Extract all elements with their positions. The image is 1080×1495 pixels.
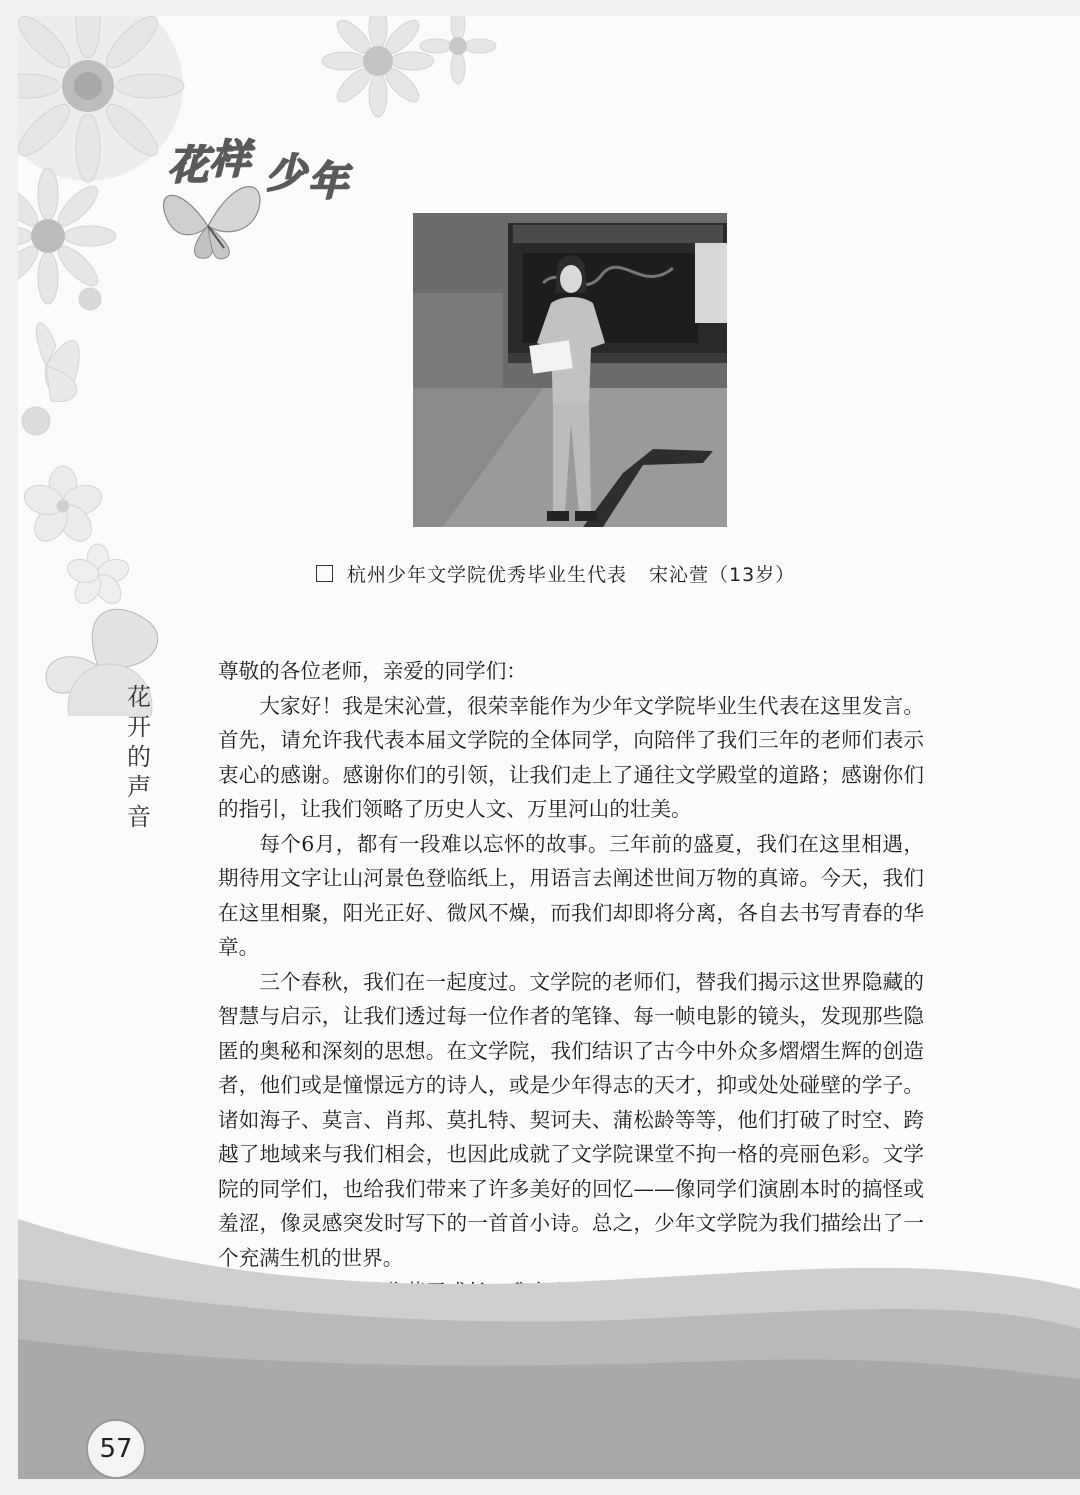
paragraph: 每个6月，都有一段难以忘怀的故事。三年前的盛夏，我们在这里相遇，期待用文字让山河景色登临纸上，用语言去阐述世间万物的真谛。今天，我们在这里相聚，阳光正好、微风不燥，而我们却即将分离，各自去书写青春的华章。 — [218, 831, 924, 959]
paragraph: 三个春秋，我们在一起度过。文学院的老师们，替我们揭示这世界隐藏的智慧与启示，让我们透过每一位作者的笔锋、每一帧电影的镜头，发现那些隐匿的奥秘和深刻的思想。在文学院，我们结识了古今中外众多熠熠生辉的创造者，他们或是憧憬远方的诗人，或是少年得志的天才，抑或处处碰壁的学子。诸如海子、莫言、肖邦、莫扎特、契诃夫、蒲松龄等等，他们打破了时空、跨越了地域来与我们相会，也因此成就了文学院课堂不拘一格的亮丽色彩。文学院的同学们，也给我们带来了许多美好的回忆——像同学们演剧本时的搞怪或羞涩，像灵感突发时写下的一首首小诗。总之，少年文学院为我们描绘出了一个充满生机的世界。 — [218, 969, 924, 1270]
section-title-char: 花 — [168, 143, 208, 189]
author-photo — [413, 213, 727, 527]
column-title-char: 的 — [127, 743, 151, 771]
column-title-char: 开 — [127, 713, 151, 741]
caption-author: 宋沁萱（13岁） — [649, 564, 796, 586]
book-page — [18, 16, 1080, 1479]
greeting: 尊敬的各位老师，亲爱的同学们： — [218, 659, 527, 683]
footer-wave-decoration — [18, 1219, 1080, 1479]
column-title — [114, 682, 164, 832]
caption-title: 杭州少年文学院优秀毕业生代表 — [347, 564, 628, 586]
photo-illustration — [413, 213, 727, 527]
page-number: 57 — [86, 1419, 146, 1479]
photo-caption — [316, 560, 795, 587]
section-title-char: 样 — [210, 137, 250, 183]
column-title-char: 声 — [127, 773, 151, 801]
column-title-char: 花 — [127, 683, 151, 711]
caption-marker-icon — [316, 565, 333, 582]
column-title-char: 音 — [127, 803, 151, 831]
section-title-char: 年 — [308, 159, 348, 205]
section-title-char: 少 — [266, 151, 306, 197]
section-title — [168, 128, 388, 205]
paragraph: 大家好！我是宋沁萱，很荣幸能作为少年文学院毕业生代表在这里发言。首先，请允许我代表本届文学院的全体同学，向陪伴了我们三年的老师们表示衷心的感谢。感谢你们的引领，让我们走上了通往文学殿堂的道路；感谢你们的指引，让我们领略了历史人文、万里河山的壮美。 — [218, 693, 924, 821]
